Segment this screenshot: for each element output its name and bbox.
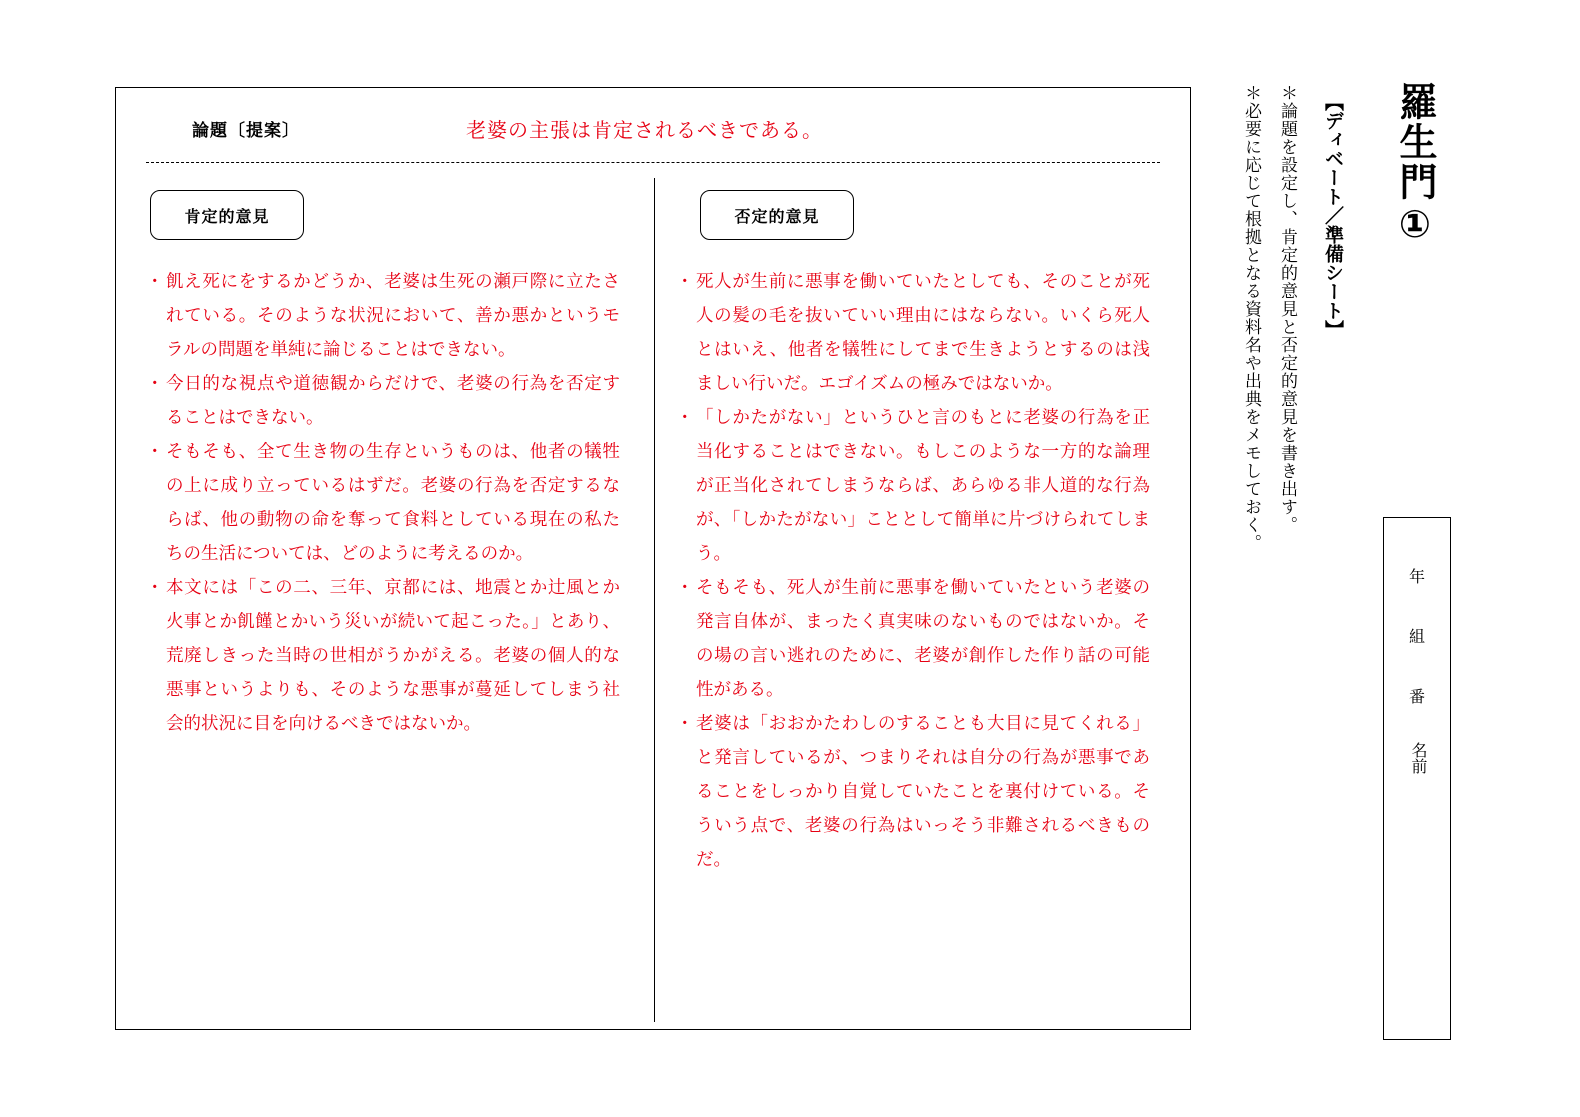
negative-list xyxy=(680,265,1150,877)
number-label: 番 xyxy=(1408,687,1425,706)
year-label: 年 xyxy=(1408,567,1425,586)
instruction-note: ＊必要に応じて根拠となる資料名や出典をメモしておく。 xyxy=(1241,84,1261,552)
negative-item: ・ 老婆は「おおかたわしのすることも大目に見てくれる」と発言しているが、つまりそれは自分の行為が悪事であることをしっかり自覚していたことを裏付けている。そういう点で、老婆の行為はいっそう非難されるべきものだ。 xyxy=(680,707,1150,877)
name-label: 名前 xyxy=(1409,742,1428,774)
negative-item: ・ そもそも、死人が生前に悪事を働いていたという老婆の発言自体が、まったく真実味のないものではないか。その場の言い逃れのために、老婆が創作した作り話の可能性がある。 xyxy=(680,571,1150,707)
student-info-box xyxy=(1383,517,1451,1040)
affirmative-list xyxy=(150,265,620,741)
topic-label: 論題〔提案〕 xyxy=(192,121,300,141)
page-subtitle: 【ディベート／準備シート】 xyxy=(1322,92,1344,339)
affirmative-item: ・ 本文には「この二、三年、京都には、地震とか辻風とか火事とか飢饉とかいう災いが続いて起こった。」とあり、荒廃しきった当時の世相がうかがえる。老婆の個人的な悪事というよりも、そのような悪事が蔓延してしまう社会的状況に目を向けるべきではないか。 xyxy=(150,571,620,741)
negative-label: 否定的意見 xyxy=(700,190,854,240)
affirmative-item: ・ 飢え死にをするかどうか、老婆は生死の瀬戸際に立たされている。そのような状況において、善か悪かというモラルの問題を単純に論じることはできない。 xyxy=(150,265,620,367)
negative-item: ・ 「しかたがない」というひと言のもとに老婆の行為を正当化することはできない。もしこのような一方的な論理が正当化されてしまうならば、あらゆる非人道的な行為が、「しかたがない」こととして簡単に片づけられてしまう。 xyxy=(680,401,1150,571)
class-label: 組 xyxy=(1408,627,1425,646)
worksheet-frame xyxy=(115,87,1191,1030)
affirmative-label: 肯定的意見 xyxy=(150,190,304,240)
instruction-note: ＊論題を設定し、肯定的意見と否定的意見を書き出す。 xyxy=(1277,84,1297,534)
negative-item: ・ 死人が生前に悪事を働いていたとしても、そのことが死人の髪の毛を抜いていい理由にはならない。いくら死人とはいえ、他者を犠牲にしてまで生きようとするのは浅ましい行いだ。エゴイズムの極みではないか。 xyxy=(680,265,1150,401)
topic-text: 老婆の主張は肯定されるべきである。 xyxy=(466,118,823,142)
dashed-divider xyxy=(146,162,1160,163)
page-title: 羅生門① xyxy=(1393,82,1437,248)
affirmative-item: ・ 今日的な視点や道徳観からだけで、老婆の行為を否定することはできない。 xyxy=(150,367,620,435)
column-divider xyxy=(654,178,655,1022)
affirmative-item: ・ そもそも、全て生き物の生存というものは、他者の犠牲の上に成り立っているはずだ。老婆の行為を否定するならば、他の動物の命を奪って食料としている現在の私たちの生活については、どのように考えるのか。 xyxy=(150,435,620,571)
